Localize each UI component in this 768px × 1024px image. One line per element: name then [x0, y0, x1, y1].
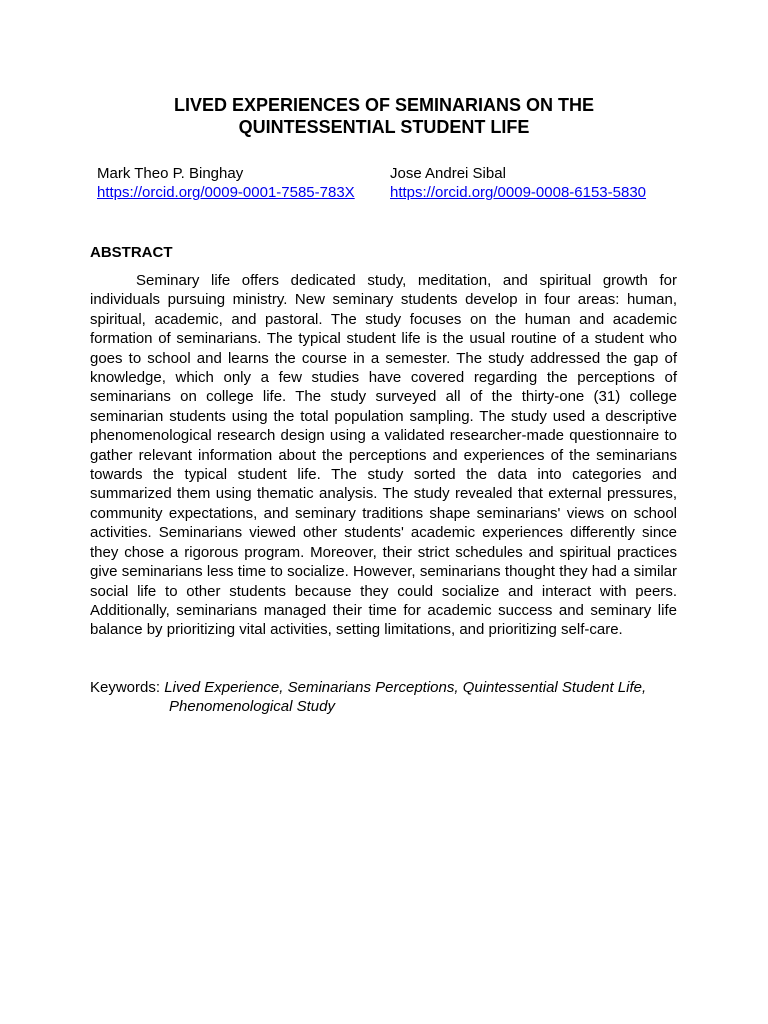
paper-title-line-1: LIVED EXPERIENCES OF SEMINARIANS ON THE [173, 95, 595, 115]
author-orcid-link[interactable]: https://orcid.org/0009-0001-7585-783X [97, 184, 355, 201]
author-orcid-link[interactable]: https://orcid.org/0009-0008-6153-5830 [390, 184, 647, 201]
author-block-2 [390, 164, 646, 202]
keywords-list-line-2: Phenomenological Study [169, 698, 335, 715]
abstract-heading: ABSTRACT [90, 244, 173, 261]
author-name: Jose Andrei Sibal [390, 165, 506, 182]
paper-title [0, 94, 768, 138]
author-block-1 [97, 164, 355, 202]
keywords-list-line-1: Lived Experience, Seminarians Perceptions, Quintessential Student Life, [164, 679, 647, 696]
keywords-section [90, 678, 690, 716]
abstract-body: Seminary life offers dedicated study, meditation, and spiritual growth for individuals pursuing ministry. New seminary students develop in four areas: human, spiritual, academic, and pastoral. The study focuses on the human and academic formation of seminarians. The typical student life is the usual routine of a student who goes to school and learns the course in a semester. The study addressed the gap of knowledge, which only a few studies have covered regarding the perceptions of seminarians on college life. The study surveyed all of the thirty-one (31) college seminarian students using the total population sampling. The study used a descriptive phenomenological research design using a validated researcher-made questionnaire to gather relevant information about the perceptions and experiences of the seminarians towards the typical student life. The study sorted the data into categories and summarized them using thematic analysis. The study revealed that external pressures, community expectations, and seminary traditions shape seminarians' views on school activities. Seminarians viewed other students' academic experiences differently since they chose a rigorous program. Moreover, their strict schedules and spiritual practices give seminarians less time to socialize. However, seminarians thought they had a similar social life to other students because they could socialize and interact with peers. Additionally, seminarians managed their time for academic success and seminary life balance by prioritizing vital activities, setting limitations, and prioritizing self-care. [90, 272, 677, 639]
keywords-label: Keywords: [90, 679, 165, 696]
paper-title-line-2: QUINTESSENTIAL STUDENT LIFE [238, 117, 530, 137]
author-name: Mark Theo P. Binghay [97, 165, 244, 182]
